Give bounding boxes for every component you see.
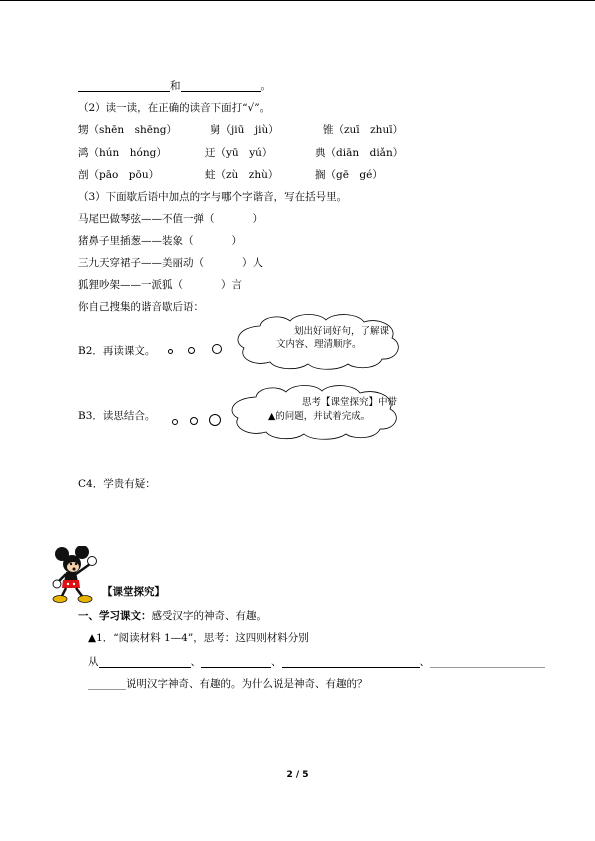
xiehouyu-item: 三九天穿裙子——美丽动（ ）人 bbox=[78, 257, 263, 269]
answer-blank[interactable] bbox=[201, 656, 271, 668]
xiehouyu-item: 马尾巴做琴弦——不值一弹（ ） bbox=[78, 213, 263, 225]
pinyin-item[interactable]: 锥（zuī zhuī） bbox=[323, 124, 404, 136]
blank-line-row bbox=[78, 80, 271, 92]
answer-blank[interactable] bbox=[282, 656, 420, 668]
cloud-text-line: 思考【课堂探究】中带 bbox=[302, 397, 398, 408]
end-punct: 。 bbox=[260, 80, 271, 92]
thought-bubble-dot bbox=[209, 414, 221, 426]
thought-bubble-dot bbox=[168, 349, 173, 354]
connector-text: 和 bbox=[170, 80, 181, 92]
section-title: 【课堂探究】 bbox=[102, 586, 165, 598]
pinyin-item[interactable]: 舅（jiū jiù） bbox=[210, 124, 279, 136]
cloud-text-line: ▲的问题，并试着完成。 bbox=[268, 411, 371, 422]
header-rule bbox=[0, 0, 595, 1]
xiehouyu-item: 猪鼻子里插葱——装象（ ） bbox=[78, 235, 242, 247]
answer-blank[interactable] bbox=[181, 80, 261, 92]
thought-bubble-dot bbox=[190, 417, 198, 425]
step-b2: B2．再读课文。 bbox=[78, 345, 156, 357]
answer-blank[interactable] bbox=[430, 656, 545, 668]
page-number: 2 / 5 bbox=[286, 770, 309, 780]
answer-blank[interactable] bbox=[99, 656, 191, 668]
q2-instruction: （2）读一读，在正确的读音下面打“√”。 bbox=[78, 102, 271, 114]
xiehouyu-item: 狐狸吵架——一派狐（ ）言 bbox=[78, 279, 242, 291]
pinyin-item[interactable]: 鸿（hún hóng） bbox=[78, 147, 167, 159]
answer-blank[interactable] bbox=[78, 80, 170, 92]
mouse-mascot-icon bbox=[52, 546, 102, 604]
own-xiehouyu-prompt: 你自己搜集的谐音歇后语： bbox=[78, 301, 204, 313]
pinyin-item[interactable]: 搁（gē gé） bbox=[315, 169, 383, 181]
cloud-text-line: 文内容、理清顺序。 bbox=[276, 339, 362, 350]
pinyin-item[interactable]: 迂（yū yú） bbox=[205, 147, 273, 159]
step-c4: C4．学贵有疑： bbox=[78, 478, 156, 490]
answer-blank[interactable] bbox=[88, 678, 126, 690]
thought-bubble-dot bbox=[212, 344, 222, 354]
q1-ending-row: 说明汉字神奇、有趣的。为什么说是神奇、有趣的？ bbox=[88, 678, 368, 690]
step-b3: B3．读思结合。 bbox=[78, 410, 156, 422]
pinyin-item[interactable]: 甥（shēn shēng） bbox=[78, 124, 177, 136]
pinyin-item[interactable]: 剖（pāo pōu） bbox=[78, 169, 160, 181]
pinyin-item[interactable]: 蛀（zù zhù） bbox=[205, 169, 279, 181]
pinyin-item[interactable]: 典（diān diǎn） bbox=[315, 147, 404, 159]
thought-bubble-dot bbox=[172, 419, 178, 425]
q1-prompt: ▲1．“阅读材料 1—4”，思考：这四则材料分别 bbox=[88, 632, 309, 644]
q3-instruction: （3）下面歇后语中加点的字与哪个字谐音，写在括号里。 bbox=[78, 191, 348, 203]
q1-blanks-row: 从 、 、 、 bbox=[88, 656, 545, 668]
thought-bubble-dot bbox=[188, 347, 195, 354]
part1-line: 一、学习课文：感受汉字的神奇、有趣。 bbox=[78, 610, 267, 622]
cloud-text-line: 划出好词好句，了解课 bbox=[294, 326, 390, 337]
